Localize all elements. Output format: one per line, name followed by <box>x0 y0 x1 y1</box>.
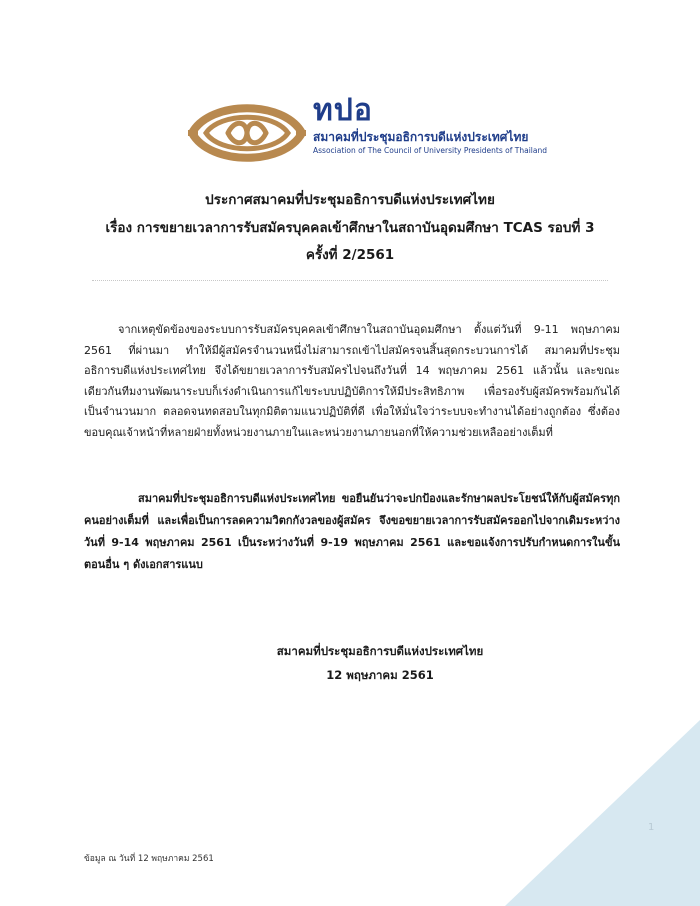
org-abbreviation: ทปอ <box>313 93 373 128</box>
signature-organization: สมาคมที่ประชุมอธิการบดีแห่งประเทศไทย <box>276 644 484 658</box>
signature-date: 12 พฤษภาคม 2561 <box>326 668 434 682</box>
title-divider <box>92 280 608 281</box>
page-number: 1 <box>648 822 655 833</box>
emblem-icon <box>188 96 306 170</box>
announcement-subject: เรื่อง การขยายเวลาการรับสมัครบุคคลเข้าศึกษาในสถาบันอุดมศึกษา TCAS รอบที่ 3 <box>105 220 595 236</box>
footer-note: ข้อมูล ณ วันที่ 12 พฤษภาคม 2561 <box>84 854 214 864</box>
announcement-number: ครั้งที่ 2/2561 <box>305 247 395 263</box>
org-name-thai: สมาคมที่ประชุมอธิการบดีแห่งประเทศไทย <box>313 130 529 144</box>
body-paragraph-2: สมาคมที่ประชุมอธิการบดีแห่งประเทศไทย ขอยืนยันว่าจะปกป้องและรักษาผลประโยชน์ให้กับผู้สมัครทุกคนอย่างเต็มที่ และเพื่อเป็นการลดความวิตกกังวลของผู้สมัคร จึงขอขยายเวลาการรับสมัครออกไปจากเดิมระหว่างวันที่ 9-14 พฤษภาคม 2561 เป็นระหว่างวันที่ 9-19 พฤษภาคม 2561 และขอแจ้งการปรับกำหนดการในขั้นตอนอื่น ๆ ดังเอกสารแนบ <box>84 492 620 571</box>
org-name-english: Association of The Council of University Presidents of Thailand <box>313 146 547 155</box>
body-paragraph-1: จากเหตุขัดข้องของระบบการรับสมัครบุคคลเข้าศึกษาในสถาบันอุดมศึกษา ตั้งแต่วันที่ 9-11 พฤษภาคม 2561 ที่ผ่านมา ทำให้มีผู้สมัครจำนวนหนึ่งไม่สามารถเข้าไปสมัครจนสิ้นสุดกระบวนการได้ สมาคมที่ประชุมอธิการบดีแห่งประเทศไทย จึงได้ขยายเวลาการรับสมัครไปจนถึงวันที่ 14 พฤษภาคม 2561 แล้วนั้น และขณะเดียวกันทีมงานพัฒนาระบบก็เร่งดำเนินการแก้ไขระบบปฏิบัติการให้มีประสิทธิภาพ เพื่อรองรับผู้สมัครพร้อมกันได้เป็นจำนวนมาก ตลอดจนทดสอบในทุกมิติตามแนวปฏิบัติที่ดี เพื่อให้มั่นใจว่าระบบจะทำงานได้อย่างถูกต้อง ซึ่งต้องขอบคุณเจ้าหน้าที่หลายฝ่ายทั้งหน่วยงานภายในและหน่วยงานภายนอกที่ให้ความช่วยเหลืออย่างเต็มที่ <box>84 323 620 439</box>
association-logo <box>188 93 547 170</box>
announcement-title: ประกาศสมาคมที่ประชุมอธิการบดีแห่งประเทศไทย <box>205 192 495 208</box>
